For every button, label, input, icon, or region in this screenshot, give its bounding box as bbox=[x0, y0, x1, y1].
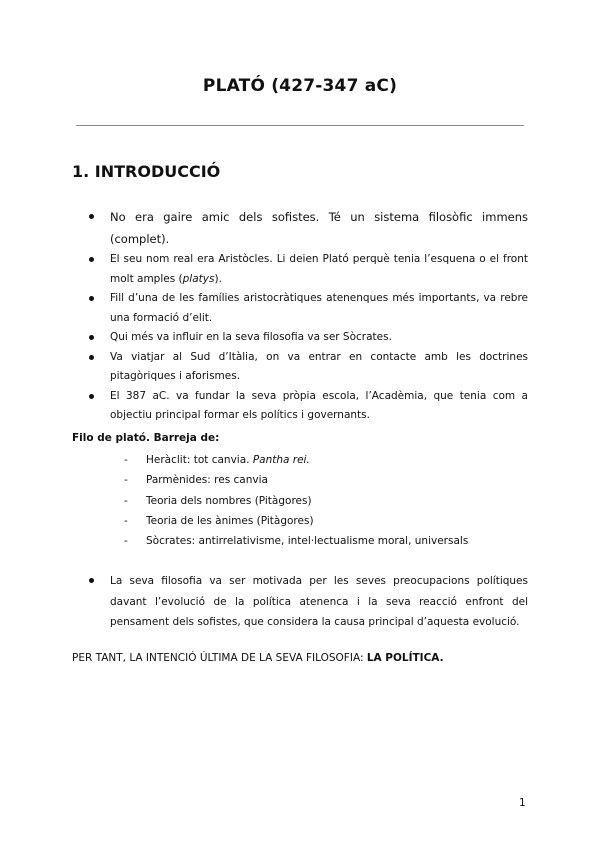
conclusion-line bbox=[72, 652, 444, 664]
dash-icon: - bbox=[124, 454, 128, 466]
page-number: 1 bbox=[519, 797, 526, 809]
motivation-bullet-list bbox=[80, 571, 528, 633]
list-item-italic: platys bbox=[182, 272, 215, 285]
list-item-text: El 387 aC. va fundar la seva pròpia escola, l’Acadèmia, que tenia com a objectiu principal formar els polítics i governants. bbox=[110, 389, 528, 421]
document-title: PLATÓ (427-347 aC) bbox=[202, 76, 398, 96]
list-item-text-end: ). bbox=[214, 272, 222, 285]
list-item bbox=[124, 531, 468, 551]
list-item bbox=[124, 450, 468, 470]
list-item-text: No era gaire amic dels sofistes. Té un sistema filosòfic immens (complet). bbox=[110, 210, 528, 246]
intro-bullet-list bbox=[80, 206, 528, 426]
list-item bbox=[110, 387, 528, 426]
list-item-text: Qui més va influir en la seva filosofia va ser Sòcrates. bbox=[110, 331, 392, 343]
bullet-icon bbox=[89, 257, 94, 262]
bullet-icon bbox=[89, 394, 94, 399]
list-item bbox=[124, 470, 468, 490]
section-heading: 1. INTRODUCCIÓ bbox=[72, 162, 221, 181]
influences-list bbox=[124, 450, 468, 551]
list-item-text: Fill d’una de les famílies aristocràtiques atenenques més importants, va rebre una formació d’elit. bbox=[110, 292, 528, 324]
bullet-icon bbox=[89, 578, 94, 583]
list-item bbox=[124, 511, 468, 531]
list-item bbox=[110, 328, 528, 348]
list-item-text: Va viatjar al Sud d’Itàlia, on va entrar en contacte amb les doctrines pitagòriques i aforismes. bbox=[110, 350, 528, 382]
list-item-text: Teoria dels nombres (Pitàgores) bbox=[146, 494, 312, 507]
list-item bbox=[110, 206, 528, 250]
list-item-text: La seva filosofia va ser motivada per les seves preocupacions polítiques davant l’evolució de la política atenenca i la seva reacció enfront del pensament dels sofistes, que considera la causa principal d’aquesta evolució. bbox=[110, 575, 528, 628]
list-item bbox=[110, 289, 528, 328]
dash-icon: - bbox=[124, 494, 128, 507]
dash-icon: - bbox=[124, 514, 128, 527]
conclusion-prefix: PER TANT, LA INTENCIÓ ÚLTIMA DE LA SEVA FILOSOFIA: bbox=[72, 652, 367, 664]
list-item-text: El seu nom real era Aristòcles. Li deien Plató perquè tenia l’esquena o el front molt amples ( bbox=[110, 253, 528, 285]
influences-heading: Filo de plató. Barreja de: bbox=[72, 432, 220, 444]
bullet-icon bbox=[89, 296, 94, 301]
list-item-text: Parmènides: res canvia bbox=[146, 474, 268, 487]
list-item bbox=[124, 491, 468, 511]
list-item-text: Heràclit: tot canvia. bbox=[146, 454, 253, 466]
bullet-icon bbox=[89, 335, 94, 340]
dash-icon: - bbox=[124, 535, 128, 548]
list-item bbox=[110, 348, 528, 387]
conclusion-emphasis: LA POLÍTICA. bbox=[366, 652, 444, 664]
bullet-icon bbox=[89, 214, 94, 219]
title-divider bbox=[76, 125, 524, 126]
list-item-italic: Pantha rei. bbox=[252, 454, 310, 466]
list-item-text: Teoria de les ànimes (Pitàgores) bbox=[146, 514, 314, 527]
bullet-icon bbox=[89, 355, 94, 360]
list-item bbox=[110, 250, 528, 289]
list-item-text: Sòcrates: antirrelativisme, intel·lectualisme moral, universals bbox=[146, 535, 469, 548]
list-item bbox=[110, 571, 528, 633]
dash-icon: - bbox=[124, 474, 128, 487]
